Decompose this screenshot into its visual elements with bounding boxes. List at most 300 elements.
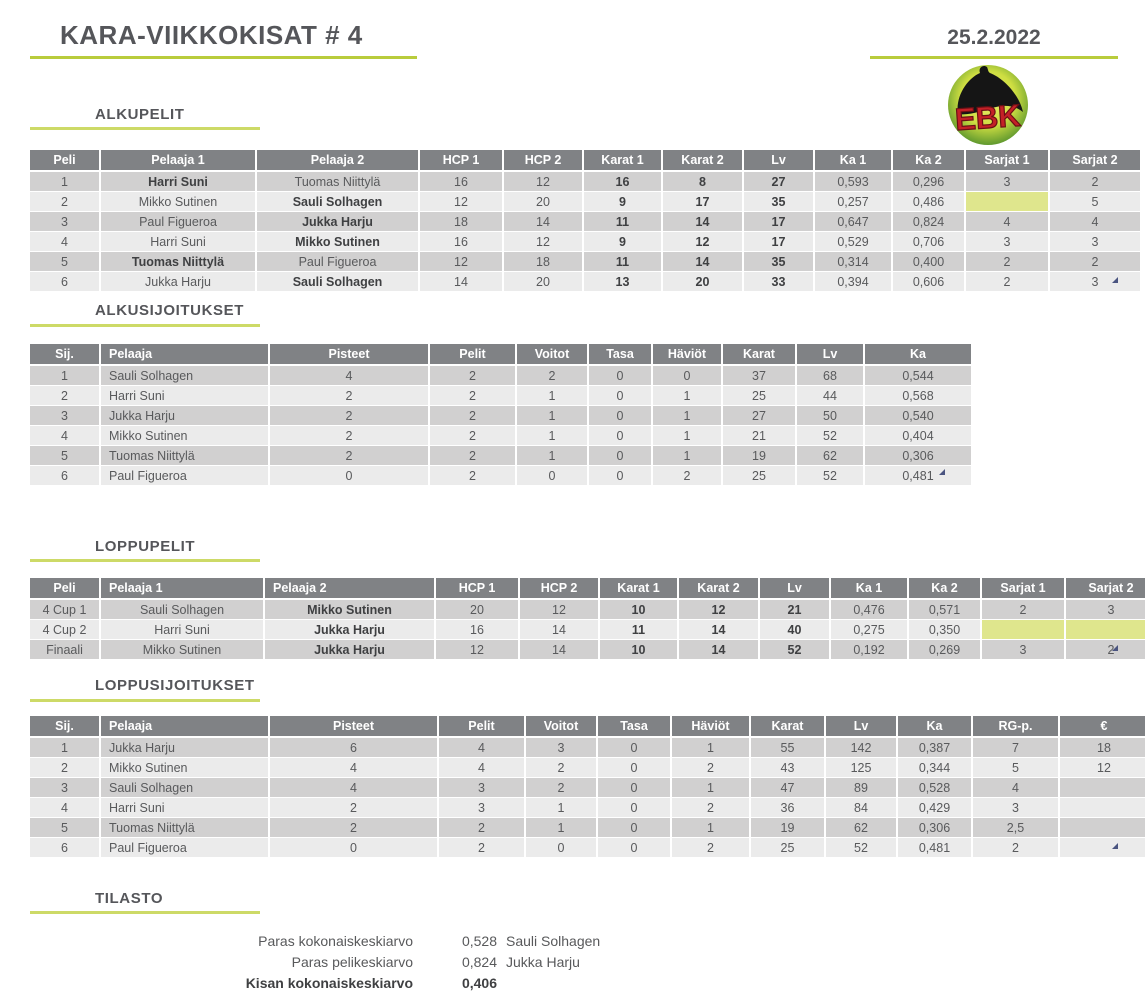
stat-player: Sauli Solhagen <box>506 933 601 949</box>
table-cell: 4 Cup 2 <box>30 620 101 640</box>
table-cell: 4 <box>30 426 101 446</box>
table-cell: 10 <box>600 600 679 620</box>
table-cell: 47 <box>751 778 826 798</box>
table-cell: 25 <box>751 838 826 858</box>
table-cell: 18 <box>504 252 584 272</box>
table-cell: 0 <box>589 426 653 446</box>
column-header: Sarjat 2 <box>1066 578 1145 600</box>
table-cell: 0,647 <box>815 212 893 232</box>
table-cell: 0 <box>589 466 653 486</box>
table-cell: 62 <box>797 446 865 466</box>
table-cell: 0,257 <box>815 192 893 212</box>
column-header: Sij. <box>30 344 101 366</box>
table-cell: 1 <box>30 366 101 386</box>
table-cell: 1 <box>653 426 723 446</box>
stat-label: Kisan kokonaiskeskiarvo <box>245 975 413 991</box>
table-cell: 2 <box>1066 640 1145 660</box>
table-cell: 0,706 <box>893 232 966 252</box>
loppupelit-table <box>30 578 1145 660</box>
table-cell: 4 <box>270 778 439 798</box>
table-cell: 0 <box>270 838 439 858</box>
table-cell: 52 <box>797 426 865 446</box>
table-cell: Mikko Sutinen <box>101 192 257 212</box>
table-cell: 0 <box>589 446 653 466</box>
table-cell: Harri Suni <box>101 798 270 818</box>
table-cell: 2 <box>30 192 101 212</box>
table-cell: 0 <box>598 778 672 798</box>
table-cell: 14 <box>663 212 744 232</box>
table-cell: 2 <box>1050 172 1142 192</box>
stat-value: 0,406 <box>461 975 497 991</box>
table-row <box>30 172 1142 192</box>
stat-label: Paras kokonaiskeskiarvo <box>258 933 413 949</box>
table-cell: 62 <box>826 818 898 838</box>
table-cell: 3 <box>982 640 1066 660</box>
column-header: RG-p. <box>973 716 1060 738</box>
table-cell: Sauli Solhagen <box>101 600 265 620</box>
table-cell: 68 <box>797 366 865 386</box>
table-cell: 1 <box>30 172 101 192</box>
column-header: Ka 2 <box>893 150 966 172</box>
table-cell: 25 <box>723 466 797 486</box>
table-cell: 14 <box>520 640 600 660</box>
column-header: Ka 1 <box>831 578 909 600</box>
table-cell: 2 <box>973 838 1060 858</box>
header-row <box>30 578 1145 600</box>
table-cell: 0,387 <box>898 738 973 758</box>
section-title-alkusijoitukset: ALKUSIJOITUKSET <box>95 302 245 319</box>
section-underline <box>30 127 260 130</box>
table-cell <box>1060 798 1145 818</box>
table-cell: 14 <box>679 620 760 640</box>
table-cell: 3 <box>30 212 101 232</box>
table-cell: 25 <box>723 386 797 406</box>
table-cell: 0,606 <box>893 272 966 292</box>
table-row <box>30 252 1142 272</box>
table-cell: 0 <box>598 838 672 858</box>
table-cell: 12 <box>679 600 760 620</box>
logo-text: EBK <box>953 97 1022 138</box>
table-cell: 17 <box>744 212 815 232</box>
table-cell: 9 <box>584 232 663 252</box>
table-cell: 14 <box>520 620 600 640</box>
table-cell: 2 <box>526 778 598 798</box>
table-cell: Jukka Harju <box>101 272 257 292</box>
table-cell: Jukka Harju <box>101 738 270 758</box>
table-cell: 2 <box>270 386 430 406</box>
table-cell: 2,5 <box>973 818 1060 838</box>
column-header: Pelaaja 1 <box>101 578 265 600</box>
table-cell: 2 <box>439 818 526 838</box>
table-cell: 35 <box>744 192 815 212</box>
table-cell: 20 <box>504 272 584 292</box>
table-cell: 3 <box>439 778 526 798</box>
section-title-loppusijoitukset: LOPPUSIJOITUKSET <box>95 677 255 694</box>
table-cell: 6 <box>30 272 101 292</box>
table-row <box>30 600 1145 620</box>
table-cell: 37 <box>723 366 797 386</box>
table-cell: 11 <box>584 212 663 232</box>
table-cell: 4 <box>966 212 1050 232</box>
table-cell: 14 <box>420 272 504 292</box>
table-cell: 2 <box>270 446 430 466</box>
table-cell: 4 <box>30 798 101 818</box>
table-cell: 1 <box>672 818 751 838</box>
column-header: Sarjat 2 <box>1050 150 1142 172</box>
table-cell: 2 <box>966 252 1050 272</box>
table-cell: 19 <box>751 818 826 838</box>
table-row <box>30 798 1145 818</box>
table-cell: 2 <box>966 272 1050 292</box>
stat-row <box>0 952 700 973</box>
column-header: Pelit <box>439 716 526 738</box>
table-cell: 12 <box>663 232 744 252</box>
table-cell: 43 <box>751 758 826 778</box>
table-cell: 44 <box>797 386 865 406</box>
table-cell: 0,306 <box>898 818 973 838</box>
column-header: Tasa <box>589 344 653 366</box>
table-cell: 125 <box>826 758 898 778</box>
table-cell: 2 <box>430 466 517 486</box>
corner-marker <box>1112 645 1118 651</box>
loppusijoitukset-table <box>30 716 1145 858</box>
table-cell: 20 <box>436 600 520 620</box>
table-cell: 10 <box>600 640 679 660</box>
column-header: Tasa <box>598 716 672 738</box>
table-cell: 9 <box>584 192 663 212</box>
table-row <box>30 366 973 386</box>
table-cell: Paul Figueroa <box>257 252 420 272</box>
table-cell: 1 <box>526 818 598 838</box>
table-cell: Sauli Solhagen <box>257 272 420 292</box>
header-row <box>30 716 1145 738</box>
stat-value: 0,824 <box>461 954 497 970</box>
table-cell: 1 <box>517 386 589 406</box>
table-cell: 2 <box>30 386 101 406</box>
date-underline <box>870 56 1118 59</box>
column-header: Lv <box>797 344 865 366</box>
column-header: Ka <box>898 716 973 738</box>
table-cell: 0,344 <box>898 758 973 778</box>
table-cell: 0,481 <box>898 838 973 858</box>
table-cell: 2 <box>672 758 751 778</box>
table-cell: 0,314 <box>815 252 893 272</box>
column-header: Voitot <box>526 716 598 738</box>
table-row <box>30 272 1142 292</box>
table-row <box>30 620 1145 640</box>
table-cell: 3 <box>1066 600 1145 620</box>
table-cell: 52 <box>826 838 898 858</box>
table-cell: 2 <box>982 600 1066 620</box>
column-header: Pelaaja 2 <box>265 578 436 600</box>
table-row <box>30 466 973 486</box>
table-cell: Harri Suni <box>101 232 257 252</box>
column-header: Pelaaja <box>101 344 270 366</box>
table-cell: Jukka Harju <box>101 406 270 426</box>
table-cell: Sauli Solhagen <box>101 778 270 798</box>
column-header: Peli <box>30 150 101 172</box>
table-cell: Sauli Solhagen <box>257 192 420 212</box>
table-cell: 2 <box>430 386 517 406</box>
ebk-logo-icon <box>943 60 1033 153</box>
table-row <box>30 838 1145 858</box>
table-cell: 16 <box>436 620 520 640</box>
table-cell: 27 <box>723 406 797 426</box>
table-cell: 84 <box>826 798 898 818</box>
stat-value: 0,528 <box>461 933 497 949</box>
table-cell: 8 <box>663 172 744 192</box>
tilasto-block <box>0 931 700 994</box>
column-header: Karat 2 <box>679 578 760 600</box>
table-cell: 14 <box>679 640 760 660</box>
table-cell: 3 <box>30 406 101 426</box>
table-cell: 0,824 <box>893 212 966 232</box>
column-header: HCP 1 <box>436 578 520 600</box>
column-header: Pisteet <box>270 344 430 366</box>
table-cell: 0,571 <box>909 600 982 620</box>
stat-player: Jukka Harju <box>506 954 580 970</box>
table-cell: 33 <box>744 272 815 292</box>
table-row <box>30 738 1145 758</box>
table-cell: 1 <box>526 798 598 818</box>
table-cell: Sauli Solhagen <box>101 366 270 386</box>
table-cell: 0,404 <box>865 426 973 446</box>
table-cell: 0,192 <box>831 640 909 660</box>
table-cell: Jukka Harju <box>265 640 436 660</box>
table-row <box>30 232 1142 252</box>
table-cell: 55 <box>751 738 826 758</box>
table-cell: 1 <box>517 426 589 446</box>
corner-marker <box>1112 843 1118 849</box>
table-cell <box>1060 818 1145 838</box>
column-header: Karat 1 <box>584 150 663 172</box>
table-cell: 3 <box>439 798 526 818</box>
table-row <box>30 386 973 406</box>
stat-row <box>0 973 700 994</box>
table-cell: 0,593 <box>815 172 893 192</box>
table-cell: 4 <box>270 758 439 778</box>
table-cell: 1 <box>672 738 751 758</box>
table-cell: 6 <box>270 738 439 758</box>
table-cell: 3 <box>1050 232 1142 252</box>
table-cell: 0 <box>589 406 653 426</box>
column-header: Sarjat 1 <box>966 150 1050 172</box>
table-cell: 16 <box>584 172 663 192</box>
table-cell: 4 <box>973 778 1060 798</box>
column-header: Häviöt <box>672 716 751 738</box>
table-cell: 1 <box>30 738 101 758</box>
table-cell: 12 <box>420 252 504 272</box>
table-cell: Tuomas Niittylä <box>101 252 257 272</box>
table-cell: 52 <box>797 466 865 486</box>
table-cell: 2 <box>526 758 598 778</box>
table-cell: 3 <box>1050 272 1142 292</box>
table-cell: Mikko Sutinen <box>257 232 420 252</box>
table-cell: Tuomas Niittylä <box>101 446 270 466</box>
table-cell: 12 <box>520 600 600 620</box>
table-cell: 4 <box>270 366 430 386</box>
table-cell: 3 <box>966 232 1050 252</box>
table-cell: 12 <box>504 172 584 192</box>
table-cell: 0,296 <box>893 172 966 192</box>
table-row <box>30 446 973 466</box>
table-cell: Tuomas Niittylä <box>257 172 420 192</box>
column-header: Lv <box>760 578 831 600</box>
table-row <box>30 192 1142 212</box>
table-cell: 5 <box>30 252 101 272</box>
corner-marker <box>939 469 945 475</box>
table-cell: 18 <box>1060 738 1145 758</box>
column-header: Ka 2 <box>909 578 982 600</box>
title-underline <box>30 56 417 59</box>
column-header: Karat 2 <box>663 150 744 172</box>
section-title-loppupelit: LOPPUPELIT <box>95 538 196 555</box>
column-header: Karat <box>751 716 826 738</box>
table-cell: 5 <box>973 758 1060 778</box>
table-cell: 0 <box>598 818 672 838</box>
table-cell: 0,394 <box>815 272 893 292</box>
table-cell: 6 <box>30 838 101 858</box>
table-cell: 18 <box>420 212 504 232</box>
table-cell: 1 <box>653 406 723 426</box>
alkusijoitukset-table <box>30 344 973 486</box>
table-cell: 12 <box>436 640 520 660</box>
stat-row <box>0 931 700 952</box>
table-cell: 2 <box>1050 252 1142 272</box>
table-cell: 19 <box>723 446 797 466</box>
section-underline <box>30 699 260 702</box>
table-row <box>30 758 1145 778</box>
table-cell: 5 <box>30 818 101 838</box>
table-cell: 1 <box>672 778 751 798</box>
table-cell: 2 <box>430 366 517 386</box>
table-cell: 27 <box>744 172 815 192</box>
section-underline <box>30 559 260 562</box>
table-row <box>30 818 1145 838</box>
table-cell: 142 <box>826 738 898 758</box>
date-label: 25.2.2022 <box>947 26 1041 49</box>
column-header: Pelaaja 1 <box>101 150 257 172</box>
table-cell: 0,429 <box>898 798 973 818</box>
table-cell: 16 <box>420 172 504 192</box>
column-header: Ka 1 <box>815 150 893 172</box>
table-cell: 3 <box>966 172 1050 192</box>
table-cell: 0 <box>598 758 672 778</box>
table-cell <box>1060 778 1145 798</box>
table-cell: 89 <box>826 778 898 798</box>
table-cell: 0,275 <box>831 620 909 640</box>
table-cell: 2 <box>430 446 517 466</box>
table-cell: 50 <box>797 406 865 426</box>
column-header: HCP 1 <box>420 150 504 172</box>
table-cell: 17 <box>663 192 744 212</box>
table-cell: Mikko Sutinen <box>101 640 265 660</box>
column-header: Häviöt <box>653 344 723 366</box>
table-cell: 0,481 <box>865 466 973 486</box>
table-cell: 2 <box>270 798 439 818</box>
table-cell: Harri Suni <box>101 386 270 406</box>
table-cell: 0,306 <box>865 446 973 466</box>
column-header: Ka <box>865 344 973 366</box>
table-cell: 2 <box>430 406 517 426</box>
column-header: Pelaaja <box>101 716 270 738</box>
table-cell: 52 <box>760 640 831 660</box>
table-cell <box>966 192 1050 212</box>
table-cell: 0,269 <box>909 640 982 660</box>
table-cell: Mikko Sutinen <box>265 600 436 620</box>
table-cell: 35 <box>744 252 815 272</box>
column-header: Karat <box>723 344 797 366</box>
table-cell: 14 <box>663 252 744 272</box>
table-cell: 14 <box>504 212 584 232</box>
table-cell: Tuomas Niittylä <box>101 818 270 838</box>
table-row <box>30 212 1142 232</box>
alkupelit-table <box>30 150 1142 292</box>
table-cell: 0,476 <box>831 600 909 620</box>
column-header: Pelaaja 2 <box>257 150 420 172</box>
table-cell: 11 <box>584 252 663 272</box>
table-cell: 0,486 <box>893 192 966 212</box>
table-cell: 0,540 <box>865 406 973 426</box>
table-cell: 2 <box>517 366 589 386</box>
page-title: KARA-VIIKKOKISAT # 4 <box>60 20 363 50</box>
table-cell: Jukka Harju <box>265 620 436 640</box>
table-cell: 21 <box>723 426 797 446</box>
table-cell: 5 <box>30 446 101 466</box>
table-cell: 4 <box>439 758 526 778</box>
table-cell: 2 <box>270 818 439 838</box>
column-header: Peli <box>30 578 101 600</box>
table-cell: 5 <box>1050 192 1142 212</box>
table-cell: 17 <box>744 232 815 252</box>
corner-marker <box>1112 277 1118 283</box>
table-cell <box>982 620 1066 640</box>
table-cell <box>1060 838 1145 858</box>
table-cell: 0,350 <box>909 620 982 640</box>
table-cell: 16 <box>420 232 504 252</box>
table-cell: Harri Suni <box>101 172 257 192</box>
table-cell: Mikko Sutinen <box>101 426 270 446</box>
section-underline <box>30 324 260 327</box>
header-row <box>30 344 973 366</box>
table-cell: 0,528 <box>898 778 973 798</box>
table-cell: 0 <box>270 466 430 486</box>
table-cell: Paul Figueroa <box>101 838 270 858</box>
table-cell: 21 <box>760 600 831 620</box>
table-cell <box>1066 620 1145 640</box>
table-cell: 2 <box>439 838 526 858</box>
table-cell: 0 <box>653 366 723 386</box>
column-header: Pelit <box>430 344 517 366</box>
table-cell: 2 <box>30 758 101 778</box>
column-header: Voitot <box>517 344 589 366</box>
table-cell: Finaali <box>30 640 101 660</box>
table-cell: 4 <box>30 232 101 252</box>
table-row <box>30 640 1145 660</box>
table-cell: 2 <box>270 406 430 426</box>
section-title-tilasto: TILASTO <box>95 890 164 907</box>
table-cell: 13 <box>584 272 663 292</box>
table-cell: Mikko Sutinen <box>101 758 270 778</box>
table-cell: 1 <box>517 406 589 426</box>
table-cell: 0 <box>598 738 672 758</box>
table-cell: 0,400 <box>893 252 966 272</box>
table-row <box>30 778 1145 798</box>
table-cell: 7 <box>973 738 1060 758</box>
table-cell: 20 <box>663 272 744 292</box>
table-cell: 0,529 <box>815 232 893 252</box>
table-cell: 36 <box>751 798 826 818</box>
